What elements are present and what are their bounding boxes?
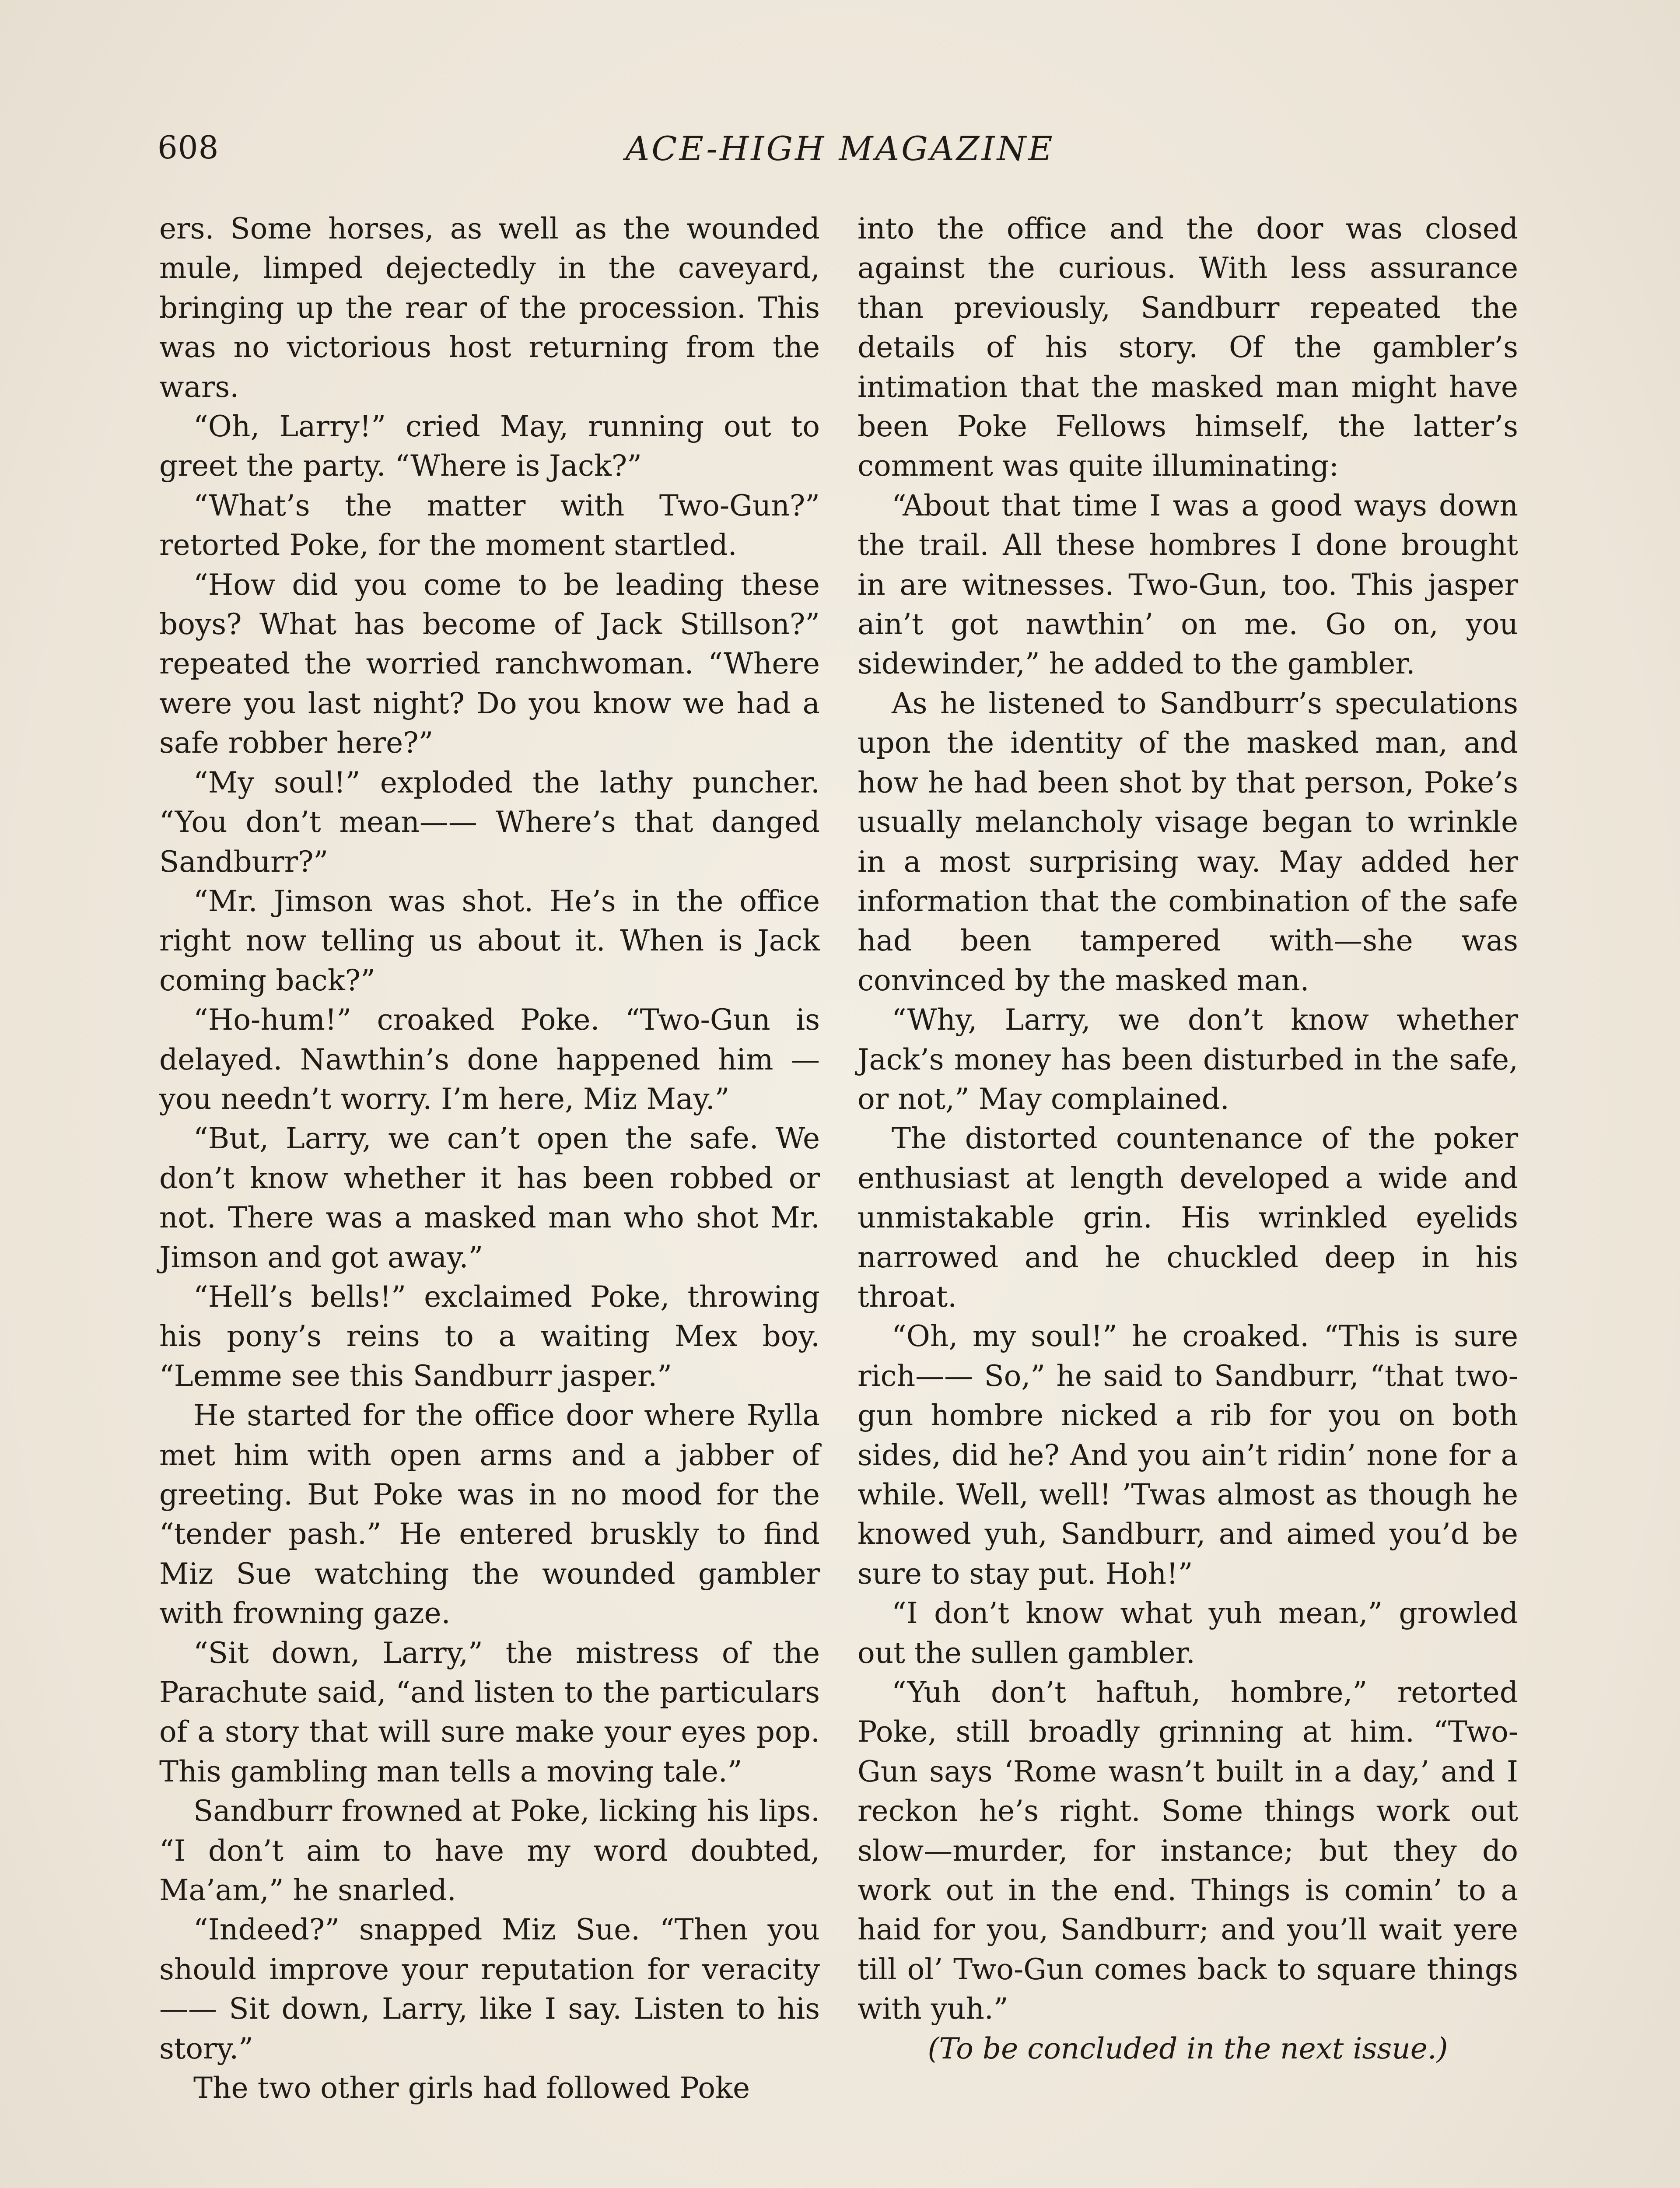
paragraph: ers. Some horses, as well as the wounded mule, limped dejectedly in the caveyard, bringing up the rear of the procession. This was no victorious host returning from the wars. — [159, 212, 820, 404]
paragraph: “Yuh don’t haftuh, hombre,” retorted Poke, still broadly grinning at him. “Two-Gun says ‘Rome wasn’t built in a day,’ and I reckon he’s right. Some things work out slow—murder, for instance; but they do work out in the end. Things is comin’ to a haid for you, Sandburr; and you’ll wait yere till ol’ Two-Gun comes back to square things with yuh.” — [858, 1676, 1518, 2026]
paragraph: The distorted countenance of the poker enthusiast at length developed a wide and unmistakable grin. His wrinkled eyelids narrowed and he chuckled deep in his throat. — [858, 1122, 1518, 1314]
page-header — [158, 129, 1522, 177]
right-column — [858, 209, 1518, 2069]
paragraph: As he listened to Sandburr’s speculations upon the identity of the masked man, and how he had been shot by that person, Poke’s usually melancholy visage began to wrinkle in a most surprising way. May added her information that the combination of the safe had been tampered with—she was convinced by the masked man. — [858, 686, 1518, 997]
paragraph: “My soul!” exploded the lathy puncher. “You don’t mean—— Where’s that danged Sandburr?” — [159, 765, 820, 879]
paragraph: “Why, Larry, we don’t know whether Jack’s money has been disturbed in the safe, or not,” May complained. — [858, 1003, 1518, 1116]
paragraph: “Indeed?” snapped Miz Sue. “Then you should improve your reputation for veracity—— Sit down, Larry, like I say. Listen to his story.” — [159, 1913, 820, 2065]
paragraph: “Hell’s bells!” exclaimed Poke, throwing his pony’s reins to a waiting Mex boy. “Lemme see this Sandburr jasper.” — [159, 1280, 820, 1393]
paragraph: “But, Larry, we can’t open the safe. We don’t know whether it has been robbed or not. There was a masked man who shot Mr. Jimson and got away.” — [159, 1122, 820, 1274]
paragraph: “About that time I was a good ways down the trail. All these hombres I done brought in are witnesses. Two-Gun, too. This jasper ain’t got nawthin’ on me. Go on, you sidewinder,” he added to the gambler. — [858, 488, 1518, 681]
to-be-concluded-note: (To be concluded in the next issue.) — [928, 2031, 1448, 2065]
paragraph: “Oh, Larry!” cried May, running out to greet the party. “Where is Jack?” — [159, 410, 820, 483]
paragraph: “Mr. Jimson was shot. He’s in the office right now telling us about it. When is Jack coming back?” — [159, 884, 820, 997]
paragraph: Sandburr frowned at Poke, licking his lips. “I don’t aim to have my word doubted, Ma’am,” he snarled. — [159, 1794, 820, 1907]
paragraph: into the office and the door was closed against the curious. With less assurance than previously, Sandburr repeated the details of his story. Of the gambler’s intimation that the masked man might have been Poke Fellows himself, the latter’s comment was quite illuminating: — [858, 212, 1518, 483]
paragraph: He started for the office door where Rylla met him with open arms and a jabber of greeting. But Poke was in no mood for the “tender pash.” He entered bruskly to find Miz Sue watching the wounded gambler with frowning gaze. — [159, 1399, 820, 1630]
paragraph: “How did you come to be leading these boys? What has become of Jack Stillson?” repeated the worried ranchwoman. “Where were you last night? Do you know we had a safe robber here?” — [159, 568, 820, 760]
page-number: 608 — [158, 129, 219, 166]
running-title: ACE-HIGH MAGAZINE — [625, 129, 1055, 168]
paragraph: The two other girls had followed Poke — [193, 2071, 750, 2105]
left-column — [159, 209, 820, 2108]
paragraph: “Oh, my soul!” he croaked. “This is sure rich—— So,” he said to Sandburr, “that two-gun hombre nicked a rib for you on both sides, did he? And you ain’t ridin’ none for a while. Well, well! ’Twas almost as though he knowed yuh, Sandburr, and aimed you’d be sure to stay put. Hoh!” — [858, 1319, 1518, 1591]
paragraph: “I don’t know what yuh mean,” growled out the sullen gambler. — [858, 1596, 1518, 1670]
paragraph: “Ho-hum!” croaked Poke. “Two-Gun is delayed. Nawthin’s done happened him —you needn’t worry. I’m here, Miz May.” — [159, 1003, 820, 1116]
paragraph: “Sit down, Larry,” the mistress of the Parachute said, “and listen to the particulars of a story that will sure make your eyes pop. This gambling man tells a moving tale.” — [159, 1636, 820, 1788]
paragraph: “What’s the matter with Two-Gun?” retorted Poke, for the moment startled. — [159, 488, 820, 562]
